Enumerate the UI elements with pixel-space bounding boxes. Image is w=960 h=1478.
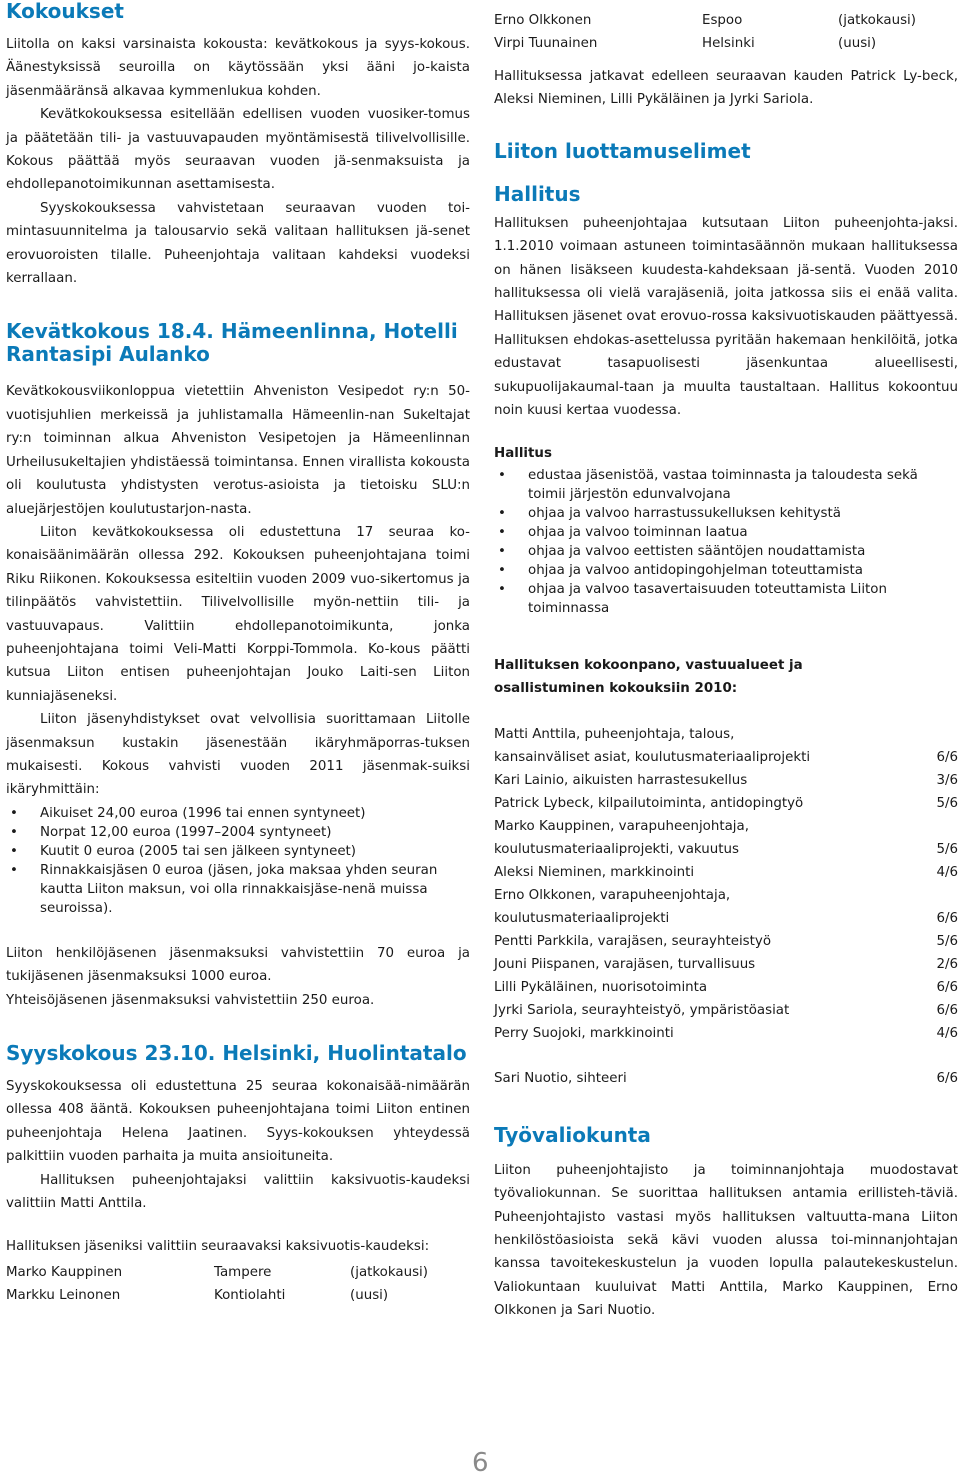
list-item: • ohjaa ja valvoo tasavertaisuuden toteuttamista Liiton toiminnassa	[498, 581, 887, 616]
hallitus-subheading: Hallitus	[494, 446, 552, 462]
membership-fee-list	[6, 804, 470, 918]
bullet-icon: •	[498, 581, 506, 597]
table-row: Kari Lainio, aikuisten harrastesukellus 3/6	[494, 772, 958, 788]
kokoukset-heading: Kokoukset	[6, 0, 124, 23]
syyskokous-heading: Syyskokous 23.10. Helsinki, Huolintatalo	[6, 1041, 467, 1065]
list-item: • ohjaa ja valvoo antidopingohjelman toteuttamista	[498, 562, 863, 578]
board-members-table	[494, 723, 958, 1090]
list-item: • Aikuiset 24,00 euroa (1996 tai ennen syntyneet)	[10, 805, 366, 821]
syyskokous-paragraph-3: Hallituksen jäseniksi valittiin seuraavaksi kaksivuotis-kaudeksi:	[6, 1239, 430, 1255]
list-item: • edustaa jäsenistöä, vastaa toiminnasta ja taloudesta sekä toimii järjestön edunvalvojana	[498, 467, 918, 502]
bullet-icon: •	[498, 562, 506, 578]
bullet-icon: •	[498, 505, 506, 521]
tyovaliokunta-heading: Työvaliokunta	[494, 1122, 651, 1147]
list-item: • Rinnakkaisjäsen 0 euroa (jäsen, joka maksaa yhden seuran kautta Liiton maksun, voi olla rinnakkaisjäse-nenä muissa seuroissa).	[10, 862, 438, 916]
bullet-icon: •	[10, 843, 18, 859]
syyskokous-paragraph-2: Hallituksen puheenjohtajaksi valittiin kaksivuotis-kaudeksi valittiin Matti Anttila.	[6, 1172, 470, 1212]
bullet-icon: •	[498, 524, 506, 540]
table-row: Erno Olkkonen, varapuheenjohtaja, koulutusmateriaaliprojekti 6/6	[494, 887, 958, 926]
bullet-icon: •	[10, 824, 18, 840]
list-item: • ohjaa ja valvoo harrastussukelluksen kehitystä	[498, 505, 841, 521]
kevatkokous-paragraph-2: Liiton kevätkokouksessa oli edustettuna 17 seuraa ko-konaisäänimäärän ollessa 292. Kokouksen puheenjohtajana toimi Riku Riikonen. Kokouksessa esiteltiin vuoden 2009 vuo-sikertomus ja tilinpäätös vahvistettiin. Tilivelvollisille myön-nettiin tili- ja vastuuvapaus. Valittiin ehdollepanotoimikunta, jonka puheenjohtajana toimi Veli-Matti Korppi-Tommola. Ko-kous päätti kutsua Liiton entisen puheenjohtajan Jouko Laiti-sen Liiton kunniajäseneksi.	[6, 524, 470, 704]
kokoukset-paragraph-3: Syyskokouksessa vahvistetaan seuraavan vuoden toi-mintasuunnitelma ja talousarvio sekä valitaan hallituksen jä-senet erovuoroisten tilalle. Puheenjohtaja valitaan kahdeksi vuodeksi kerrallaan.	[6, 200, 470, 287]
kevatkokous-heading: Kevätkokous 18.4. Hämeenlinna, Hotelli Rantasipi Aulanko	[6, 319, 458, 367]
hallitus-heading: Hallitus	[494, 181, 581, 206]
continuing-members-paragraph: Hallituksessa jatkavat edelleen seuraavan kauden Patrick Ly-beck, Aleksi Nieminen, Lilli Pykäläinen ja Jyrki Sariola.	[494, 69, 958, 108]
list-item: • Kuutit 0 euroa (2005 tai sen jälkeen syntyneet)	[10, 843, 357, 859]
elected-members-table	[6, 1261, 470, 1307]
kevatkokous-paragraph-5: Yhteisöjäsenen jäsenmaksuksi vahvistettiin 250 euroa.	[6, 992, 375, 1008]
hallitus-duties-list	[494, 466, 958, 618]
left-column	[6, 0, 470, 1307]
table-row: Sari Nuotio, sihteeri 6/6	[494, 1070, 958, 1086]
table-row: Jyrki Sariola, seurayhteistyö, ympäristöasiat 6/6	[494, 1002, 958, 1018]
table-row: Virpi Tuunainen Helsinki (uusi)	[494, 36, 877, 51]
table-row: Perry Suojoki, markkinointi 4/6	[494, 1025, 958, 1041]
kevatkokous-paragraph-1: Kevätkokousviikonloppua vietettiin Ahveniston Vesipedot ry:n 50-vuotisjuhlien merkeissä ja juhlistamalla Hämeenlin-nan Sukeltajat ry:n toiminnan alkua Ahveniston Vesipetojen ja Hämeenlinnan Urheilusukeltajien yhdistäessä toimintansa. Ennen virallista kokousta oli koulutusta yhdistysten verotus-asioista ja tietoisku SLU:n aluejärjestöjen koulutustarjon-nasta.	[6, 384, 470, 517]
kevatkokous-paragraph-3: Liiton jäsenyhdistykset ovat velvollisia suorittamaan Liitolle jäsenmaksun kustakin jäsenestään ikäryhmäporras-tuksen mukaisesti. Kokous vahvisti vuoden 2011 jäsenmak-suiksi ikäryhmittäin:	[6, 712, 470, 798]
bullet-icon: •	[498, 543, 506, 559]
list-item: • Norpat 12,00 euroa (1997–2004 syntyneet)	[10, 824, 332, 840]
elected-members-table-continued	[494, 9, 958, 55]
luottamuselimet-heading: Liiton luottamuselimet	[494, 138, 751, 163]
table-row: Matti Anttila, puheenjohtaja, talous, kansainväliset asiat, koulutusmateriaaliprojekti 6/6	[494, 726, 958, 765]
list-item: • ohjaa ja valvoo eettisten sääntöjen noudattamista	[498, 543, 866, 559]
table-row: Markku Leinonen Kontiolahti (uusi)	[6, 1287, 389, 1303]
kokoukset-paragraph-1: Liitolla on kaksi varsinaista kokousta: kevätkokous ja syys-kokous. Äänestyksissä seuroilla on käytössään yksi ääni jo-kaista jäsenmääränsä alkavaa kymmenlukua kohden.	[6, 37, 470, 99]
table-row: Marko Kauppinen Tampere (jatkokausi)	[6, 1264, 429, 1280]
bullet-icon: •	[10, 805, 18, 821]
table-row: Jouni Piispanen, varajäsen, turvallisuus 2/6	[494, 956, 958, 972]
kevatkokous-paragraph-4: Liiton henkilöjäsenen jäsenmaksuksi vahvistettiin 70 euroa ja tukijäsenen jäsenmaksuksi 1000 euroa.	[6, 945, 470, 985]
table-row: Patrick Lybeck, kilpailutoiminta, antidopingtyö 5/6	[494, 795, 958, 811]
tyovaliokunta-paragraph: Liiton puheenjohtajisto ja toiminnanjohtaja muodostavat työvaliokunnan. Se suorittaa hallituksen antamia erillisteh-täviä. Puheenjohtajisto vastasi myös hallituksen valtuutta-mana Liiton henkilöstöasioista sekä kävi vuoden alussa toi-minnanjohtajan kanssa tavoitekeskustelun ja vuoden lopulla palautekeskustelun. Valiokuntaan kuuluivat Matti Anttila, Marko Kauppinen, Erno Olkkonen ja Sari Nuotio.	[494, 1162, 958, 1319]
hallitus-paragraph: Hallituksen puheenjohtajaa kutsutaan Liiton puheenjohta-jaksi. 1.1.2010 voimaan astuneen toimintasäännön mukaan hallituksessa on hänen lisäkseen kuudesta-kahdeksaan jä-sentä. Vuoden 2010 hallituksessa oli vielä varajäseniä, joita jatkossa siis ei enää valita. Hallituksen jäsenet ovat erovuo-rossa kaksivuotiskauden päättyessä. Hallituksen ehdokas-asettelussa pyritään hakemaan henkilöitä, jotka edustavat tasapuolisesti jäsenkuntaa alueellisesti, sukupuolijakaumal-taan ja muulta taustaltaan. Hallitus kokoontuu noin kuusi kertaa vuodessa.	[494, 215, 958, 419]
table-row: Aleksi Nieminen, markkinointi 4/6	[494, 864, 958, 880]
table-row: Pentti Parkkila, varajäsen, seurayhteistyö 5/6	[494, 933, 958, 949]
list-item: • ohjaa ja valvoo toiminnan laatua	[498, 524, 748, 540]
bullet-icon: •	[10, 862, 18, 878]
table-row: Lilli Pykäläinen, nuorisotoiminta 6/6	[494, 979, 958, 995]
kokoukset-paragraph-2: Kevätkokouksessa esitellään edellisen vuoden vuosiker-tomus ja päätetään tili- ja vastuuvapauden myöntämisestä tilivelvollisille. Kokous päättää myös seuraavan vuoden jä-senmaksuista ja ehdollepanotoimikunnan asettamisesta.	[6, 107, 470, 193]
page-number: 6	[472, 1448, 489, 1478]
table-row: Erno Olkkonen Espoo (jatkokausi)	[494, 13, 917, 28]
bullet-icon: •	[498, 467, 506, 483]
table-row: Marko Kauppinen, varapuheenjohtaja, koulutusmateriaaliprojekti, vakuutus 5/6	[494, 818, 958, 857]
syyskokous-paragraph-1: Syyskokouksessa oli edustettuna 25 seuraa kokonaisää-nimäärän ollessa 408 ääntä. Kokouksen puheenjohtajana toimi Liiton entinen puheenjohtaja Helena Jaatinen. Syys-kokouksen yhteydessä palkittiin vuoden parhaita ja muita ansioituneita.	[6, 1079, 470, 1165]
right-column	[494, 0, 958, 1323]
kokoonpano-heading: Hallituksen kokoonpano, vastuualueet ja osallistuminen kokouksiin 2010:	[494, 657, 803, 697]
